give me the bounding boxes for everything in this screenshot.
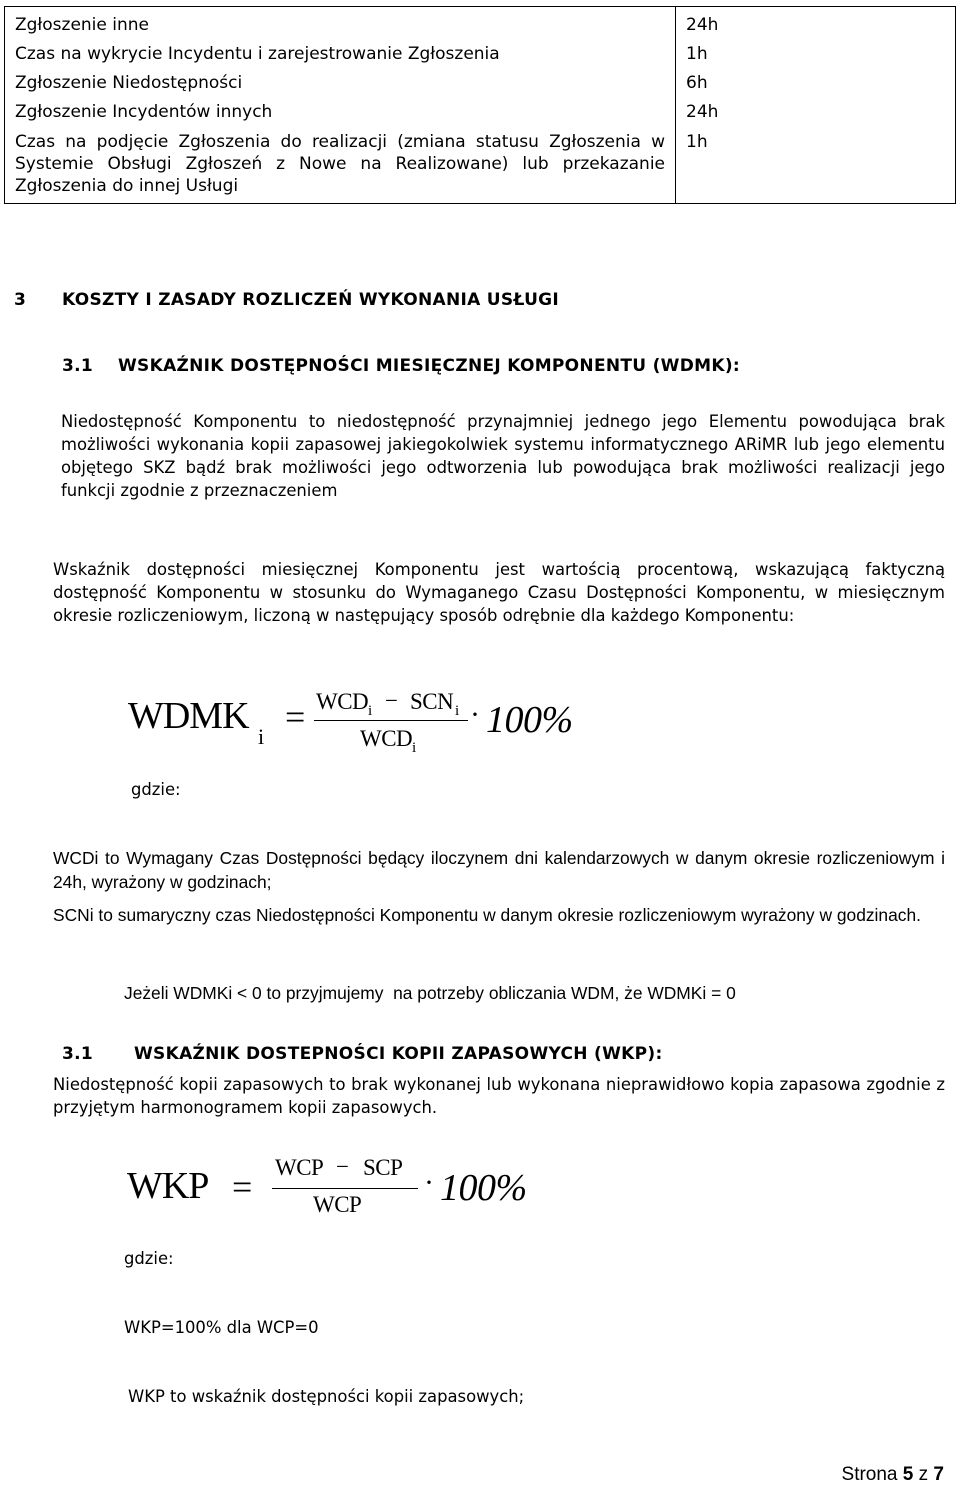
formula-num-b-sub: i xyxy=(455,703,460,719)
unavailability-definition: Niedostępność Komponentu to niedostępność przynajmniej jednego jego Elementu powodująca brak możliwości wykonania kopii zapasowej jakiegokolwiek systemu informatycznego ARiMR lub jego elementu objętego SKZ bądź brak możliwości jego odtworzenia lub powodująca brak możliwości realizacji jego funkcji zgodnie z przeznaczeniem xyxy=(61,412,945,500)
formula-den-sub: i xyxy=(412,740,417,756)
table-row-value: 24h xyxy=(686,102,719,122)
table-row-label: Zgłoszenie inne xyxy=(15,15,149,35)
table-row-value: 1h xyxy=(686,44,708,64)
page-prefix: Strona xyxy=(841,1464,898,1485)
fraction-bar xyxy=(314,720,468,721)
response-times-table xyxy=(4,6,956,204)
table-row-label: Zgłoszenie Niedostępności xyxy=(15,73,243,93)
table-row-label: Czas na wykrycie Incydentu i zarejestrowanie Zgłoszenia xyxy=(15,44,500,64)
section-31-title: WSKAŹNIK DOSTĘPNOŚCI MIESIĘCZNEJ KOMPONENTU (WDMK): xyxy=(118,356,741,376)
wkp-formula-dot: · xyxy=(424,1166,434,1199)
wkp-formula-pct: 100% xyxy=(440,1167,527,1209)
backup-unavailability-definition: Niedostępność kopii zapasowych to brak wykonanej lub wykonana nieprawidłowo kopia zapasowa zgodnie z przyjętym harmonogramem kopii zapasowych. xyxy=(53,1075,945,1117)
wkp-fraction-bar xyxy=(272,1188,418,1189)
formula-num-a-sub: i xyxy=(368,703,373,719)
scn-definition: SCNi to sumaryczny czas Niedostępności Komponentu w danym okresie rozliczeniowym wyrażony w godzinach. xyxy=(53,905,921,925)
formula-num-b: SCN xyxy=(410,689,454,714)
formula-num-a: WCD xyxy=(316,689,369,714)
section-31b-title: WSKAŹNIK DOSTEPNOŚCI KOPII ZAPASOWYCH (WKP): xyxy=(134,1044,663,1064)
wkp-formula-eq: = xyxy=(232,1167,253,1207)
page-current: 5 xyxy=(902,1464,914,1485)
section-3-title: KOSZTY I ZASADY ROZLICZEŃ WYKONANIA USŁUGI xyxy=(62,290,560,310)
wcd-definition: WCDi to Wymagany Czas Dostępności będący iloczynem dni kalendarzowych w danym okresie rozliczeniowym i 24h, wyrażony w godzinach; xyxy=(53,848,945,892)
table-row-value: 24h xyxy=(686,15,719,35)
formula-eq: = xyxy=(285,697,306,737)
wkp-zero-rule: WKP=100% dla WCP=0 xyxy=(124,1318,319,1337)
availability-index-description: Wskaźnik dostępności miesięcznej Komponentu jest wartością procentową, wskazującą faktyczną dostępność Komponentu w stosunku do Wymaganego Czasu Dostępności Komponentu, w miesięcznym okresie rozliczeniowym, liczoną w następujący sposób odrębnie dla każdego Komponentu: xyxy=(53,560,945,625)
wkp-formula-num-a: WCP xyxy=(275,1155,324,1180)
formula-den: WCD xyxy=(360,726,413,751)
wkp-formula-den: WCP xyxy=(313,1192,362,1217)
formula-lhs-sub: i xyxy=(258,724,265,749)
wkp-description: WKP to wskaźnik dostępności kopii zapasowych; xyxy=(128,1387,525,1406)
wkp-formula-minus: − xyxy=(336,1154,349,1179)
table-row-label: Zgłoszenie Incydentów innych xyxy=(15,102,273,122)
table-row-value: 1h xyxy=(686,132,708,152)
page-total: 7 xyxy=(933,1464,944,1485)
formula-minus: − xyxy=(385,688,398,713)
formula-dot: · xyxy=(470,698,480,731)
formula-pct: 100% xyxy=(486,699,573,741)
section-3-number: 3 xyxy=(14,290,27,310)
table-labels-cell xyxy=(5,7,676,204)
gdzie-label-1: gdzie: xyxy=(131,780,181,799)
table-values-cell xyxy=(676,7,956,204)
wkp-formula-num-b: SCP xyxy=(363,1155,403,1180)
gdzie-label-2: gdzie: xyxy=(124,1249,174,1268)
table-row-label: Czas na podjęcie Zgłoszenia do realizacji (zmiana statusu Zgłoszenia w Systemie Obsługi Zgłoszeń z Nowe na Realizowane) lub przekazanie Zgłoszenia do innej Usługi xyxy=(15,132,665,196)
section-31b-number: 3.1 xyxy=(62,1044,94,1064)
page-of: z xyxy=(918,1464,929,1485)
section-31-number: 3.1 xyxy=(62,356,94,376)
table-row-value: 6h xyxy=(686,73,708,93)
wkp-formula-lhs: WKP xyxy=(127,1165,209,1207)
formula-lhs: WDMK xyxy=(128,695,249,737)
wdmk-negative-note: Jeżeli WDMKi < 0 to przyjmujemy na potrzeby obliczania WDM, że WDMKi = 0 xyxy=(124,983,736,1003)
page-number xyxy=(842,1464,944,1486)
